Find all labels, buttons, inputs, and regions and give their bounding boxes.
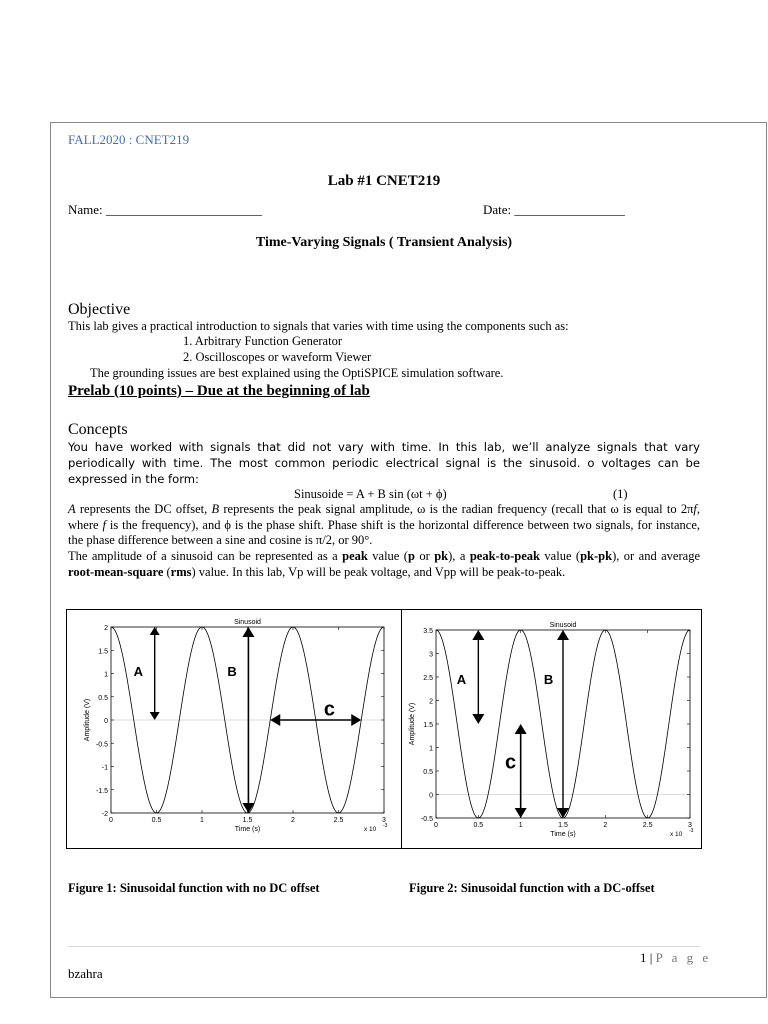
concepts-text: You have worked with signals that did not vary with time. In this lab, we’ll analyze signals that vary periodically with time. The most common periodic electrical signal is the sinusoid. o voltages can be expressed in the form: <box>68 440 700 486</box>
x-tick-label: 2 <box>603 822 608 829</box>
y-tick-label: 0 <box>104 718 108 725</box>
annotation-label-B: B <box>543 672 554 688</box>
course-header: FALL2020 : CNET219 <box>68 132 190 147</box>
y-tick-label: 1.5 <box>98 648 108 656</box>
list-item: 2. Oscilloscopes or waveform Viewer <box>183 350 372 364</box>
equation: Sinusoide = A + B sin (ωt + ϕ) <box>294 487 447 501</box>
figure-1-caption: Figure 1: Sinusoidal function with no DC offset <box>68 881 320 895</box>
objective-text: This lab gives a practical introduction to signals that varies with time using the components such as: <box>68 319 569 333</box>
y-tick-label: 2.5 <box>423 675 433 682</box>
annotation-label-c: c <box>323 698 335 721</box>
x-tick-label: 2 <box>291 817 295 824</box>
y-tick-label: 3 <box>429 651 433 659</box>
lab-subtitle: Time-Varying Signals ( Transient Analysis) <box>255 235 513 250</box>
y-tick-label: 0 <box>429 792 433 800</box>
y-tick-label: 0.5 <box>423 769 433 776</box>
y-tick-label: 1 <box>104 671 108 679</box>
y-tick-label: 1 <box>429 745 433 753</box>
page-number: 1 | P a g e <box>640 950 712 965</box>
y-tick-label: 3.5 <box>423 628 433 635</box>
prelab-heading: Prelab (10 points) – Due at the beginning of lab <box>68 383 370 399</box>
annotation-label-A: A <box>133 663 143 679</box>
chart-title: Sinusoid <box>549 622 577 629</box>
x-tick-label: 1.5 <box>558 822 568 829</box>
x-multiplier: x 10 <box>670 831 683 838</box>
x-axis-label: Time (s) <box>234 826 261 833</box>
annotation-label-A: A <box>456 672 467 688</box>
footer-divider <box>68 946 700 947</box>
x-tick-label: 2.5 <box>642 822 653 829</box>
x-tick-label: 0 <box>434 822 438 829</box>
chart-title: Sinusoid <box>234 619 261 626</box>
y-tick-label: -1.5 <box>95 787 108 795</box>
x-tick-label: 3 <box>688 822 692 829</box>
chart-figure-2 <box>404 612 698 846</box>
y-tick-label: -0.5 <box>95 741 108 749</box>
x-tick-label: 3 <box>382 817 386 824</box>
x-tick-label: 0.5 <box>473 822 484 829</box>
y-tick-label: -2 <box>101 811 108 818</box>
date-field: Date: _________________ <box>483 202 625 217</box>
y-tick-label: -1 <box>101 764 108 772</box>
x-multiplier: x 10 <box>364 826 377 833</box>
equation-number: (1) <box>613 487 628 501</box>
x-tick-label: 1 <box>518 822 523 829</box>
y-tick-label: 2 <box>104 625 108 632</box>
x-tick-label: 0.5 <box>151 817 162 824</box>
annotation-label-B: B <box>227 663 237 679</box>
grounding-text: The grounding issues are best explained using the OptiSPICE simulation software. <box>90 366 504 380</box>
name-field: Name: ________________________ <box>68 202 262 217</box>
y-axis-label: Amplitude (V) <box>409 702 416 746</box>
figure-divider <box>401 609 402 849</box>
figure-2-caption: Figure 2: Sinusoidal function with a DC-offset <box>409 881 655 895</box>
x-axis-label: Time (s) <box>550 831 576 838</box>
represents-paragraph: A represents the DC offset, B represents the peak signal amplitude, ω is the radian frequency (recall that ω is equal to 2πf, where f is the frequency), and ϕ is the phase shift. Phase shift is the horizontal difference between two signals, for instance, the phase difference between a sine and cosine is π/2, or 90°. <box>68 502 700 547</box>
x-tick-label: 0 <box>109 817 113 824</box>
concepts-heading: Concepts <box>68 421 128 438</box>
x-multiplier-exponent: -3 <box>689 828 694 834</box>
annotation-label-c: c <box>504 751 517 774</box>
objective-heading: Objective <box>68 301 131 318</box>
y-axis-label: Amplitude (V) <box>84 698 91 742</box>
x-tick-label: 1 <box>200 817 204 824</box>
x-multiplier-exponent: -3 <box>383 823 388 829</box>
y-tick-label: 2 <box>429 698 433 706</box>
author: bzahra <box>68 966 103 981</box>
y-tick-label: 1.5 <box>423 722 433 729</box>
lab-title: Lab #1 CNET219 <box>327 173 441 189</box>
list-item: 1. Arbitrary Function Generator <box>183 334 342 348</box>
amplitude-paragraph: The amplitude of a sinusoid can be represented as a peak value (p or pk), a peak-to-peak value (pk-pk), or and average root-mean-square (rms) value. In this lab, Vp will be peak voltage, and Vpp will be peak-to-peak. <box>68 549 700 579</box>
y-tick-label: 0.5 <box>98 694 108 702</box>
y-tick-label: -0.5 <box>420 816 433 823</box>
x-tick-label: 1.5 <box>242 817 253 824</box>
chart-figure-1 <box>70 612 398 846</box>
x-tick-label: 2.5 <box>333 817 344 824</box>
